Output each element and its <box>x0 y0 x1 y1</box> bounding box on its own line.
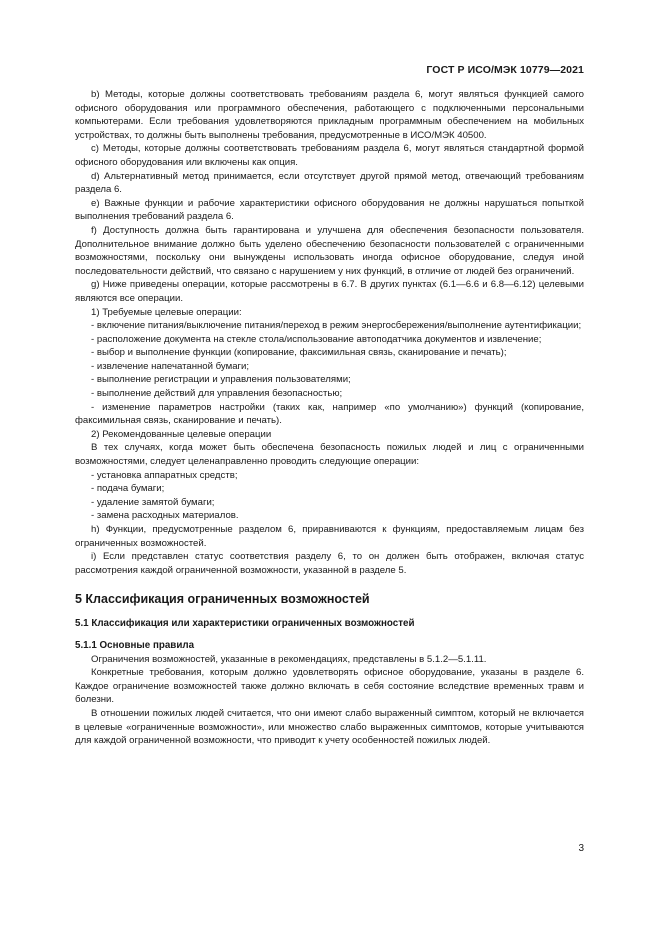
list-item: - изменение параметров настройки (таких как, например «по умолчанию») функций (копирование, факсимильная связь, сканирование и печать). <box>75 401 584 427</box>
paragraph-e: e) Важные функции и рабочие характеристики офисного оборудования не должны нарушаться попыткой выполнения требований раздела 6. <box>75 197 584 223</box>
list-item: - включение питания/выключение питания/переход в режим энергосбережения/выполнение аутентификации; <box>91 320 582 332</box>
paragraph-h: h) Функции, предусмотренные разделом 6, приравниваются к функциям, предоставляемым лицам без ограниченных возможностей. <box>75 524 584 549</box>
list-item: - подача бумаги; <box>91 483 165 495</box>
section-5-title: 5 Классификация ограниченных возможностей <box>75 592 370 607</box>
page-number: 3 <box>578 843 584 854</box>
section-5-paragraph: Конкретные требования, которым должно удовлетворять офисное оборудование, указаны в разделе 6. Каждое ограничение возможностей также должно включать в себя состояние вследствие временных травм и болезни. <box>75 667 584 706</box>
recommended-operations-heading: 2) Рекомендованные целевые операции <box>91 428 272 440</box>
list-item: - расположение документа на стекле стола/использование автоподатчика документов и извлечение; <box>91 333 542 345</box>
list-item: - установка аппаратных средств; <box>91 469 238 481</box>
list-item: - извлечение напечатанной бумаги; <box>91 360 250 372</box>
recommended-operations-intro: В тех случаях, когда может быть обеспечена безопасность пожилых людей и лиц с ограниченными возможностями, следует целенаправленно проводить следующие операции: <box>75 442 584 468</box>
required-operations-heading: 1) Требуемые целевые операции: <box>91 306 242 318</box>
paragraph-f: f) Доступность должна быть гарантирована и улучшена для обеспечения безопасности пользователя. Дополнительное внимание должно быть уделено обеспечению безопасности пользователей с ограниченными возможностями, поскольку они вынуждены использовать иногда офисное оборудование, следуя иной последовательности действий, что связано с нарушением у них функций, в отличие от людей без ограничений. <box>75 224 584 277</box>
list-item: - замена расходных материалов. <box>91 510 239 522</box>
paragraph-g: g) Ниже приведены операции, которые рассмотрены в 6.7. В других пунктах (6.1—6.6 и 6.8—6.12) целевыми являются все операции. <box>75 279 584 304</box>
paragraph-d: d) Альтернативный метод принимается, если отсутствует другой прямой метод, отвечающий требованиям раздела 6. <box>75 170 584 196</box>
list-item: - выполнение действий для управления безопасностью; <box>91 388 343 400</box>
list-item: - выполнение регистрации и управления пользователями; <box>91 374 351 386</box>
section-5-1-1-title: 5.1.1 Основные правила <box>75 639 195 651</box>
section-5-paragraph: В отношении пожилых людей считается, что они имеют слабо выраженный симптом, который не включается в целевые «ограниченные возможности», или множество слабо выраженных симптомов, которые учитываются для каждой ограниченной возможности, что приводит к учету особенностей пожилых людей. <box>75 707 584 747</box>
section-5-1-title: 5.1 Классификация или характеристики ограниченных возможностей <box>75 618 415 630</box>
section-5-paragraph: Ограничения возможностей, указанные в рекомендациях, представлены в 5.1.2—5.1.11. <box>91 653 487 665</box>
list-item: - удаление замятой бумаги; <box>91 496 215 508</box>
list-item: - выбор и выполнение функции (копирование, факсимильная связь, сканирование и печать); <box>91 347 507 359</box>
paragraph-c: c) Методы, которые должны соответствовать требованиям раздела 6, могут являться стандартной формой офисного оборудования или включены как опция. <box>75 143 584 168</box>
paragraph-i: i) Если представлен статус соответствия разделу 6, то он должен быть отображен, включая статус рассмотрения каждой ограниченной возможности, указанной в разделе 5. <box>75 551 584 576</box>
page-content <box>75 88 584 748</box>
paragraph-b: b) Методы, которые должны соответствовать требованиям раздела 6, могут являться функцией самого офисного оборудования или программного обеспечения, работающего с подключенными персональными компьютерами. Если требования удовлетворяются прикладным программным обеспечением на мобильных устройствах, то должны быть выполнены требования, предусмотренные в ИСО/МЭК 40500. <box>75 89 584 141</box>
document-standard-header: ГОСТ Р ИСО/МЭК 10779—2021 <box>426 64 584 76</box>
